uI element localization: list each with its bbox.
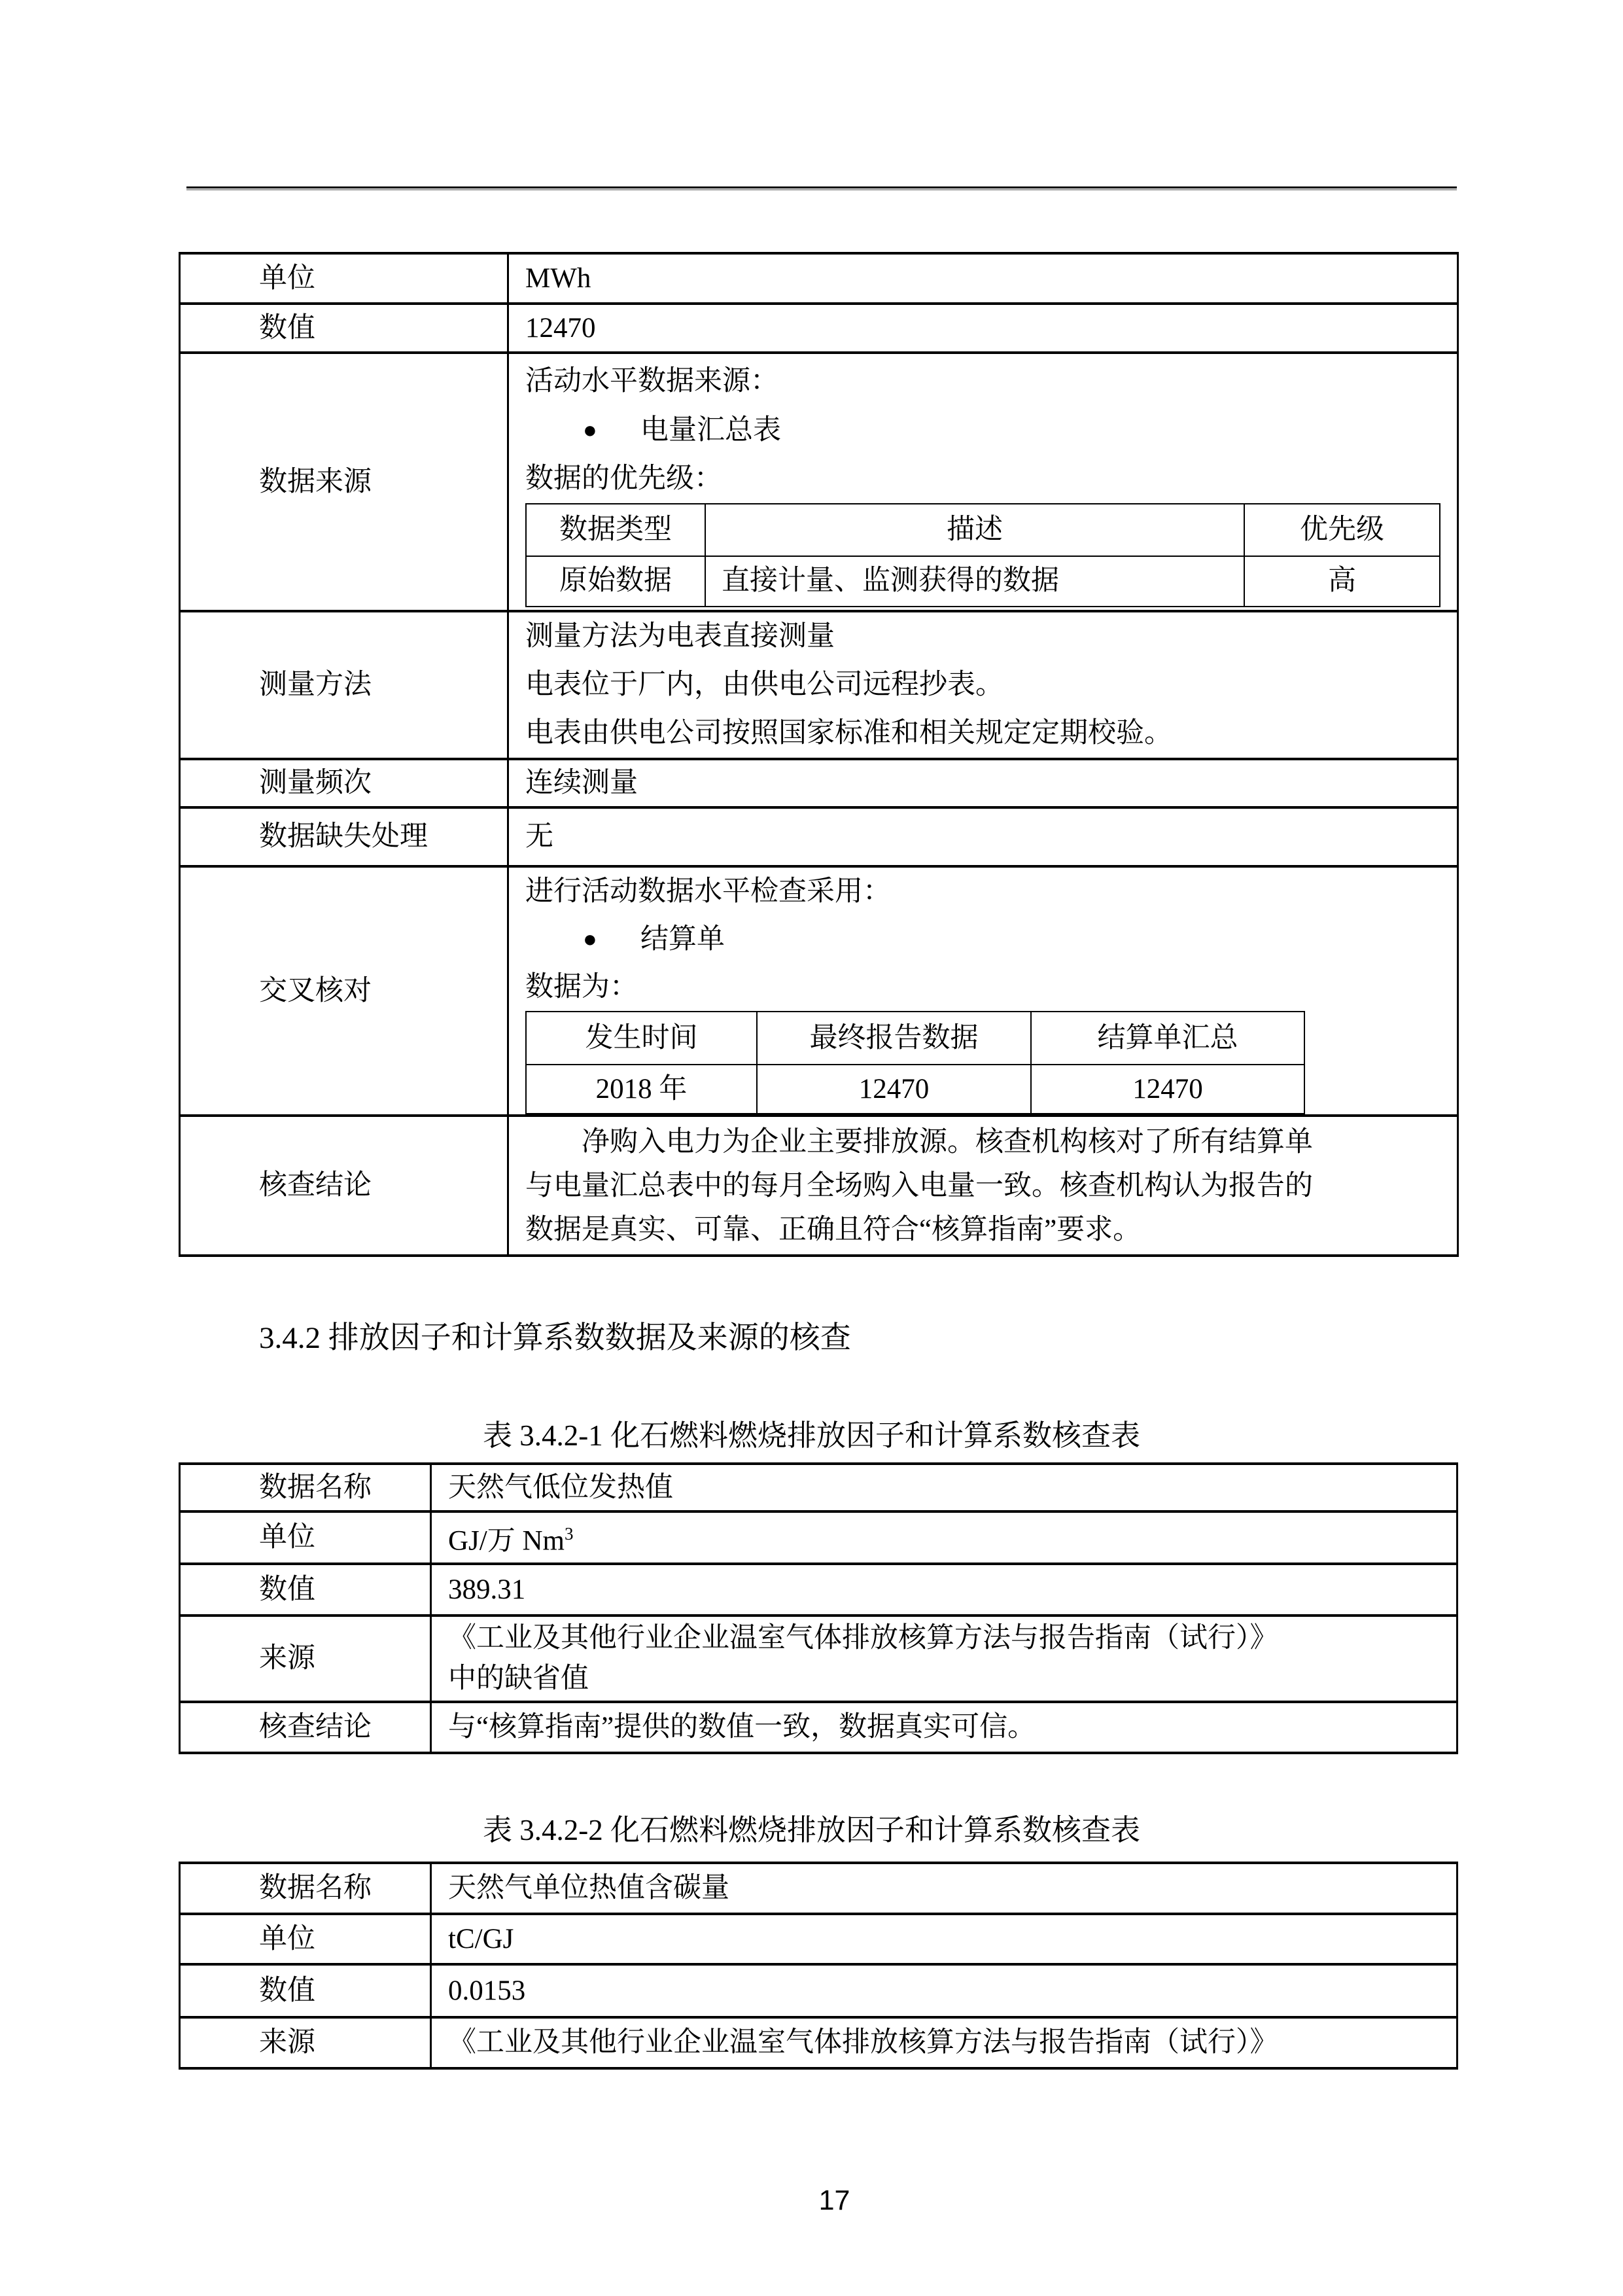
page-number: 17 (818, 2185, 850, 2216)
row-value: MWh (508, 253, 1458, 304)
bullet-item-label: 结算单 (640, 924, 725, 955)
table-row-cross-check (180, 866, 1458, 1116)
table-row-unit (180, 253, 1458, 304)
table-cell: 原始数据 (526, 556, 705, 607)
cross-check-data-row (526, 1065, 1304, 1114)
row-label: 核查结论 (180, 1702, 431, 1753)
text-line: 活动水平数据来源： (525, 365, 778, 397)
table-row-conclusion (180, 1702, 1457, 1753)
text-line: 中的缺省值 (448, 1663, 589, 1694)
section-heading: 3.4.2 排放因子和计算系数数据及来源的核查 (259, 1321, 851, 1355)
row-label: 数据名称 (180, 1863, 431, 1914)
row-label: 数值 (180, 1964, 431, 2017)
unit-superscript: 3 (564, 1524, 574, 1544)
text-line: 净购入电力为企业主要排放源。核查机构核对了所有结算单 (582, 1126, 1313, 1157)
row-label: 数值 (180, 304, 508, 353)
unit-text: GJ/万 Nm (448, 1525, 565, 1557)
table-cell: 高 (1244, 556, 1440, 607)
table-cell: 2018 年 (526, 1065, 757, 1114)
row-value: 《工业及其他行业企业温室气体排放核算方法与报告指南（试行）》 (431, 2017, 1457, 2068)
table-row-value (180, 1964, 1457, 2017)
column-header: 数据类型 (526, 504, 705, 556)
emission-factor-table-2 (179, 1862, 1458, 2070)
row-value (431, 1511, 1457, 1564)
bullet-item (525, 915, 1437, 963)
column-header: 优先级 (1244, 504, 1440, 556)
row-label: 测量频次 (180, 759, 508, 807)
row-label: 来源 (180, 1616, 431, 1702)
table-row-value (180, 1564, 1457, 1616)
table-row-source (180, 1616, 1457, 1702)
row-label: 数据缺失处理 (180, 807, 508, 866)
row-label: 单位 (180, 1914, 431, 1964)
text-line: 与电量汇总表中的每月全场购入电量一致。核查机构认为报告的 (525, 1170, 1313, 1201)
cross-check-header-row (526, 1012, 1304, 1065)
bullet-icon: ● (583, 926, 597, 952)
table-row-measure-method (180, 611, 1458, 759)
table-cell: 12470 (757, 1065, 1031, 1114)
text-line: 电表由供电公司按照国家标准和相关规定定期校验。 (525, 718, 1172, 749)
table-caption-1: 表 3.4.2-1 化石燃料燃烧排放因子和计算系数核查表 (483, 1419, 1140, 1452)
row-value: 389.31 (431, 1564, 1457, 1616)
column-header: 结算单汇总 (1031, 1012, 1304, 1065)
table-cell: 直接计量、监测获得的数据 (705, 556, 1244, 607)
bullet-item (525, 406, 1437, 455)
text-line: 测量方法为电表直接测量 (525, 621, 835, 652)
table-caption-2: 表 3.4.2-2 化石燃料燃烧排放因子和计算系数核查表 (483, 1814, 1140, 1846)
row-value (508, 1116, 1458, 1256)
row-value (508, 353, 1458, 611)
text-line: 数据为： (525, 972, 638, 1002)
row-label: 交叉核对 (180, 866, 508, 1116)
row-value: 天然气单位热值含碳量 (431, 1863, 1457, 1914)
row-value (431, 1616, 1457, 1702)
row-value: tC/GJ (431, 1914, 1457, 1964)
text-line: 数据的优先级： (525, 463, 722, 494)
row-value (508, 611, 1458, 759)
data-priority-table (525, 503, 1440, 607)
row-value: 12470 (508, 304, 1458, 353)
table-row-data-name (180, 1863, 1457, 1914)
row-value: 天然气低位发热值 (431, 1464, 1457, 1511)
table-row-data-name (180, 1464, 1457, 1511)
text-line: 电表位于厂内，由供电公司远程抄表。 (525, 669, 1003, 700)
text-line: 数据是真实、可靠、正确且符合“核算指南”要求。 (525, 1214, 1142, 1245)
activity-data-table (179, 252, 1459, 1257)
table-row-measure-frequency (180, 759, 1458, 807)
row-label: 数据来源 (180, 353, 508, 611)
table-row-missing-data (180, 807, 1458, 866)
row-value: 0.0153 (431, 1964, 1457, 2017)
bullet-item-label: 电量汇总表 (640, 414, 781, 446)
column-header: 描述 (705, 504, 1244, 556)
table-row-data-source (180, 353, 1458, 611)
table-row-value (180, 304, 1458, 353)
row-label: 数据名称 (180, 1464, 431, 1511)
column-header: 发生时间 (526, 1012, 757, 1065)
row-label: 数值 (180, 1564, 431, 1616)
priority-data-row (526, 556, 1440, 607)
table-cell: 12470 (1031, 1065, 1304, 1114)
table-row-unit (180, 1914, 1457, 1964)
row-value: 与“核算指南”提供的数值一致，数据真实可信。 (431, 1702, 1457, 1753)
cross-check-table (525, 1011, 1305, 1114)
row-label: 来源 (180, 2017, 431, 2068)
priority-header-row (526, 504, 1440, 556)
header-rule-shadow (186, 189, 1457, 190)
emission-factor-table-1 (179, 1462, 1458, 1754)
row-label: 测量方法 (180, 611, 508, 759)
header-rule (186, 186, 1457, 188)
row-value: 无 (508, 807, 1458, 866)
text-line: 进行活动数据水平检查采用： (525, 876, 891, 907)
table-row-conclusion (180, 1116, 1458, 1256)
row-label: 单位 (180, 253, 508, 304)
column-header: 最终报告数据 (757, 1012, 1031, 1065)
row-label: 核查结论 (180, 1116, 508, 1256)
row-value: 连续测量 (508, 759, 1458, 807)
bullet-icon: ● (583, 416, 597, 443)
table-row-source (180, 2017, 1457, 2068)
row-label: 单位 (180, 1511, 431, 1564)
table-row-unit (180, 1511, 1457, 1564)
row-value (508, 866, 1458, 1116)
text-line: 《工业及其他行业企业温室气体排放核算方法与报告指南（试行）》 (448, 1623, 1278, 1653)
